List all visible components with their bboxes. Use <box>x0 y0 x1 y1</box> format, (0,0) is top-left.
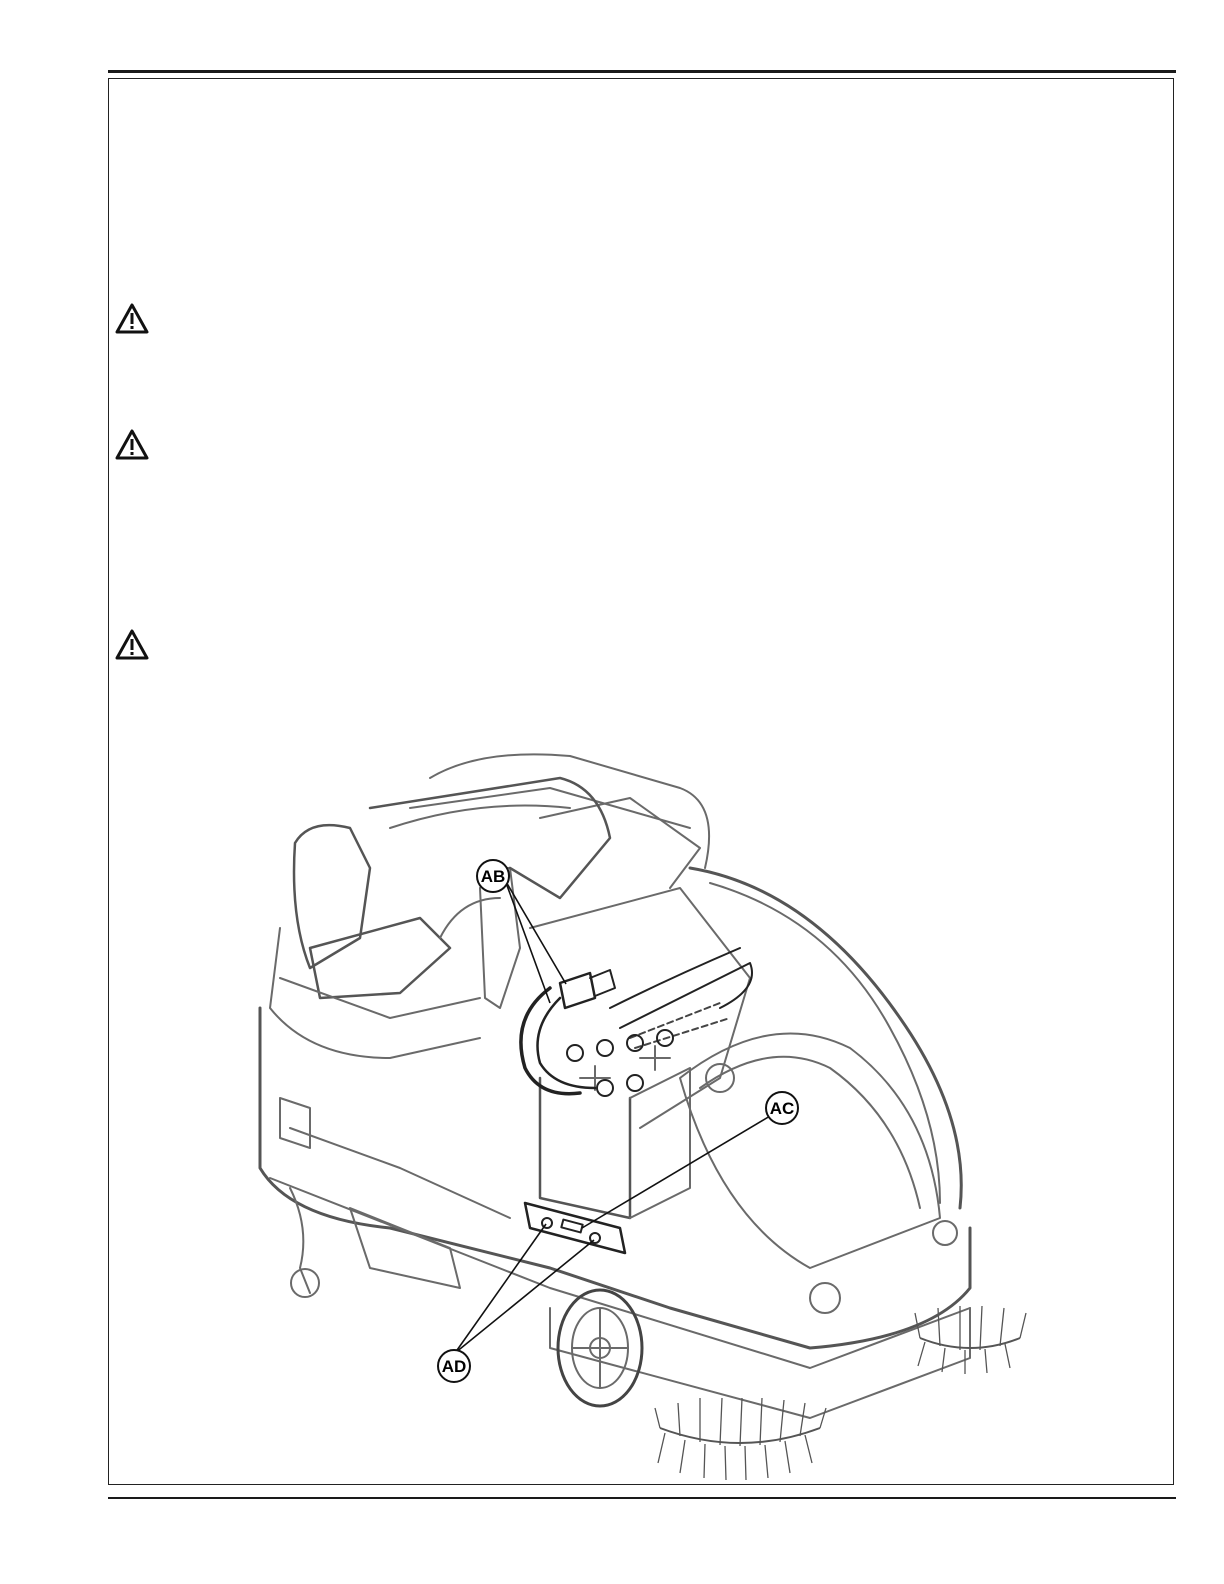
footer-rule <box>108 1497 1176 1499</box>
header-rule <box>108 70 1176 73</box>
callout-ab <box>477 860 509 892</box>
warning-triangle-icon <box>114 628 150 662</box>
callout-label: AB <box>480 867 506 886</box>
warning-triangle-icon <box>114 302 150 336</box>
callout-ad <box>438 1350 470 1382</box>
callout-label: AD <box>441 1357 467 1376</box>
sweeper-illustration <box>250 748 1030 1483</box>
callout-ac <box>766 1092 798 1124</box>
callout-label: AC <box>769 1099 795 1118</box>
warning-triangle-icon <box>114 428 150 462</box>
